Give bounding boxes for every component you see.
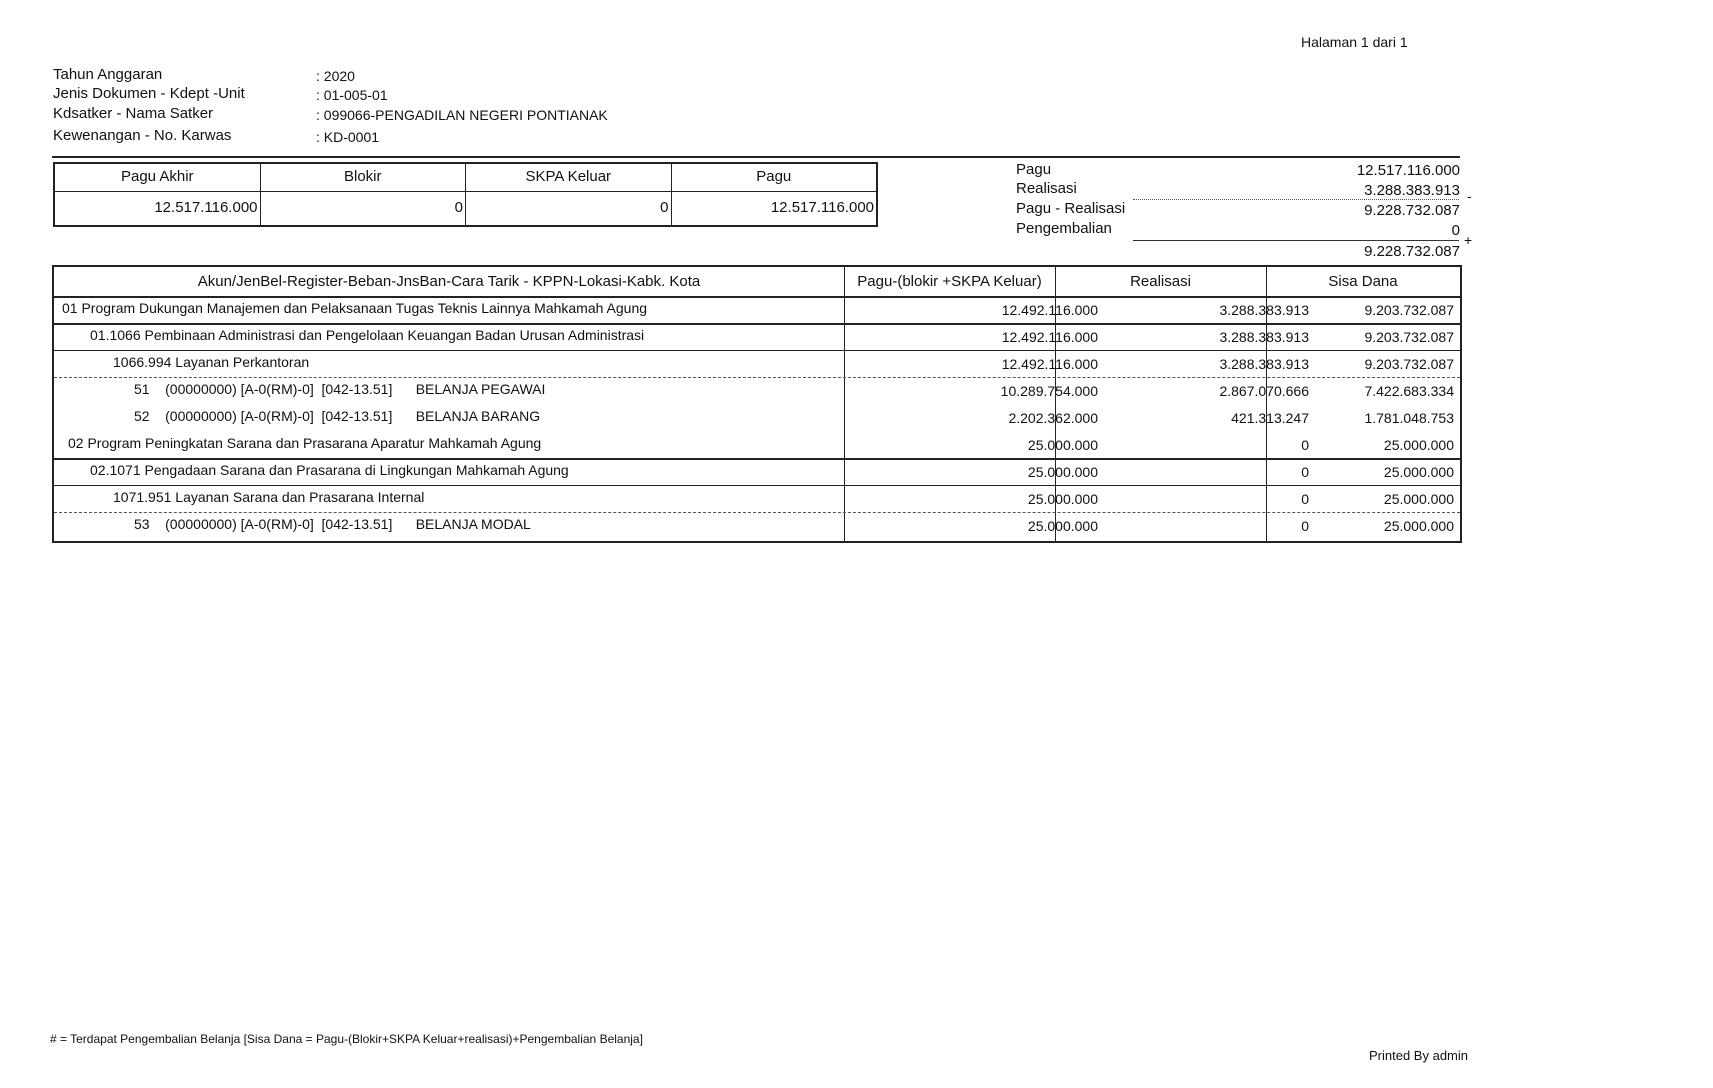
totals-minus-sign: - — [1467, 188, 1472, 204]
header-rule — [52, 156, 1460, 158]
row-pagu: 25.000.000 — [1027, 491, 1098, 507]
row-sisa: 1.781.048.753 — [1364, 410, 1454, 426]
totals-value-pengembalian: 0 — [1451, 222, 1460, 239]
summary-header-pagu: Pagu — [756, 168, 792, 185]
meta-value-tahun: : 2020 — [316, 68, 355, 84]
row-description: 52 (00000000) [A-0(RM)-0] [042-13.51] BELANJA BARANG — [134, 408, 541, 424]
table-row — [54, 377, 1460, 404]
table-row — [54, 404, 1460, 431]
page-number: Halaman 1 dari 1 — [1301, 34, 1408, 50]
row-sisa: 9.203.732.087 — [1364, 329, 1454, 345]
row-realisasi: 0 — [1301, 464, 1309, 480]
totals-label-pengembalian: Pengembalian — [1016, 220, 1112, 237]
table-header-row — [54, 267, 1460, 298]
table-header-sisa: Sisa Dana — [1328, 273, 1398, 290]
totals-value-pagu-realisasi: 9.228.732.087 — [1364, 202, 1460, 219]
table-header-pagu: Pagu-(blokir +SKPA Keluar) — [857, 273, 1042, 290]
row-pagu: 12.492.116.000 — [1001, 329, 1098, 345]
row-description: 01.1066 Pembinaan Administrasi dan Pengelolaan Keuangan Badan Urusan Administrasi — [90, 327, 645, 343]
table-row — [54, 323, 1460, 350]
totals-plus-sign: + — [1464, 232, 1473, 248]
summary-value-pagu-akhir: 12.517.116.000 — [55, 191, 261, 225]
summary-table — [53, 162, 878, 227]
row-realisasi: 0 — [1301, 491, 1309, 507]
totals-label-realisasi: Realisasi — [1016, 180, 1077, 197]
summary-value-pagu: 12.517.116.000 — [770, 199, 874, 216]
table-row — [54, 512, 1460, 539]
row-realisasi: 0 — [1301, 437, 1309, 453]
row-sisa: 7.422.683.334 — [1364, 383, 1454, 399]
meta-label-satker: Kdsatker - Nama Satker — [53, 105, 214, 122]
totals-divider — [1133, 240, 1459, 241]
totals-label-pagu: Pagu — [1016, 161, 1052, 178]
row-description: 53 (00000000) [A-0(RM)-0] [042-13.51] BELANJA MODAL — [134, 516, 531, 532]
realisasi-table — [52, 265, 1462, 543]
row-realisasi: 421.313.247 — [1231, 410, 1309, 426]
row-description: 1071.951 Layanan Sarana dan Prasarana Internal — [113, 489, 425, 505]
row-realisasi: 2.867.070.666 — [1219, 383, 1309, 399]
row-sisa: 25.000.000 — [1383, 518, 1454, 534]
totals-divider-dotted — [1133, 199, 1459, 201]
row-sisa: 25.000.000 — [1383, 491, 1454, 507]
row-description: 02.1071 Pengadaan Sarana dan Prasarana di Lingkungan Mahkamah Agung — [90, 462, 569, 478]
meta-label-tahun: Tahun Anggaran — [53, 66, 163, 83]
meta-label-kewenangan: Kewenangan - No. Karwas — [53, 127, 232, 144]
row-pagu: 25.000.000 — [1027, 464, 1098, 480]
totals-value-realisasi: 3.288.383.913 — [1364, 182, 1460, 199]
row-description: 51 (00000000) [A-0(RM)-0] [042-13.51] BELANJA PEGAWAI — [134, 381, 546, 397]
table-row — [54, 485, 1460, 512]
meta-value-satker: : 099066-PENGADILAN NEGERI PONTIANAK — [316, 107, 608, 123]
meta-value-kewenangan: : KD-0001 — [316, 129, 380, 145]
row-realisasi: 3.288.383.913 — [1219, 329, 1309, 345]
row-pagu: 25.000.000 — [1027, 518, 1098, 534]
row-sisa: 25.000.000 — [1383, 464, 1454, 480]
row-realisasi: 3.288.383.913 — [1219, 356, 1309, 372]
footnote: # = Terdapat Pengembalian Belanja [Sisa Dana = Pagu-(Blokir+SKPA Keluar+realisasi)+Pengembalian Belanja] — [50, 1032, 643, 1046]
table-row — [54, 431, 1460, 458]
meta-label-jenis: Jenis Dokumen - Kdept -Unit — [53, 85, 245, 102]
row-realisasi: 3.288.383.913 — [1219, 302, 1309, 318]
summary-header-skpa: SKPA Keluar — [466, 164, 672, 191]
row-description: 02 Program Peningkatan Sarana dan Prasarana Aparatur Mahkamah Agung — [68, 435, 542, 451]
summary-header-row — [55, 164, 876, 192]
row-pagu: 12.492.116.000 — [1001, 302, 1098, 318]
summary-value-blokir: 0 — [261, 191, 467, 225]
table-row — [54, 296, 1460, 323]
row-sisa: 9.203.732.087 — [1364, 302, 1454, 318]
printed-by: Printed By admin — [1369, 1048, 1468, 1063]
table-row — [54, 458, 1460, 485]
summary-header-pagu-akhir: Pagu Akhir — [55, 164, 261, 191]
meta-value-jenis: : 01-005-01 — [316, 87, 388, 103]
row-pagu: 12.492.116.000 — [1001, 356, 1098, 372]
row-pagu: 25.000.000 — [1027, 437, 1098, 453]
totals-value-pagu: 12.517.116.000 — [1356, 162, 1460, 179]
row-pagu: 10.289.754.000 — [1000, 383, 1098, 399]
summary-value-skpa: 0 — [466, 191, 672, 225]
summary-value-row — [55, 191, 876, 225]
summary-header-blokir: Blokir — [261, 164, 467, 191]
row-realisasi: 0 — [1301, 518, 1309, 534]
table-header-desc: Akun/JenBel-Register-Beban-JnsBan-Cara Tarik - KPPN-Lokasi-Kabk. Kota — [197, 273, 701, 290]
row-description: 1066.994 Layanan Perkantoran — [113, 354, 310, 370]
table-row — [54, 350, 1460, 377]
row-sisa: 25.000.000 — [1383, 437, 1454, 453]
totals-result: 9.228.732.087 — [1364, 243, 1460, 260]
row-description: 01 Program Dukungan Manajemen dan Pelaksanaan Tugas Teknis Lainnya Mahkamah Agung — [62, 300, 648, 316]
totals-label-pagu-realisasi: Pagu - Realisasi — [1016, 200, 1126, 217]
table-header-realisasi: Realisasi — [1130, 273, 1191, 290]
row-sisa: 9.203.732.087 — [1364, 356, 1454, 372]
row-pagu: 2.202.362.000 — [1008, 410, 1098, 426]
